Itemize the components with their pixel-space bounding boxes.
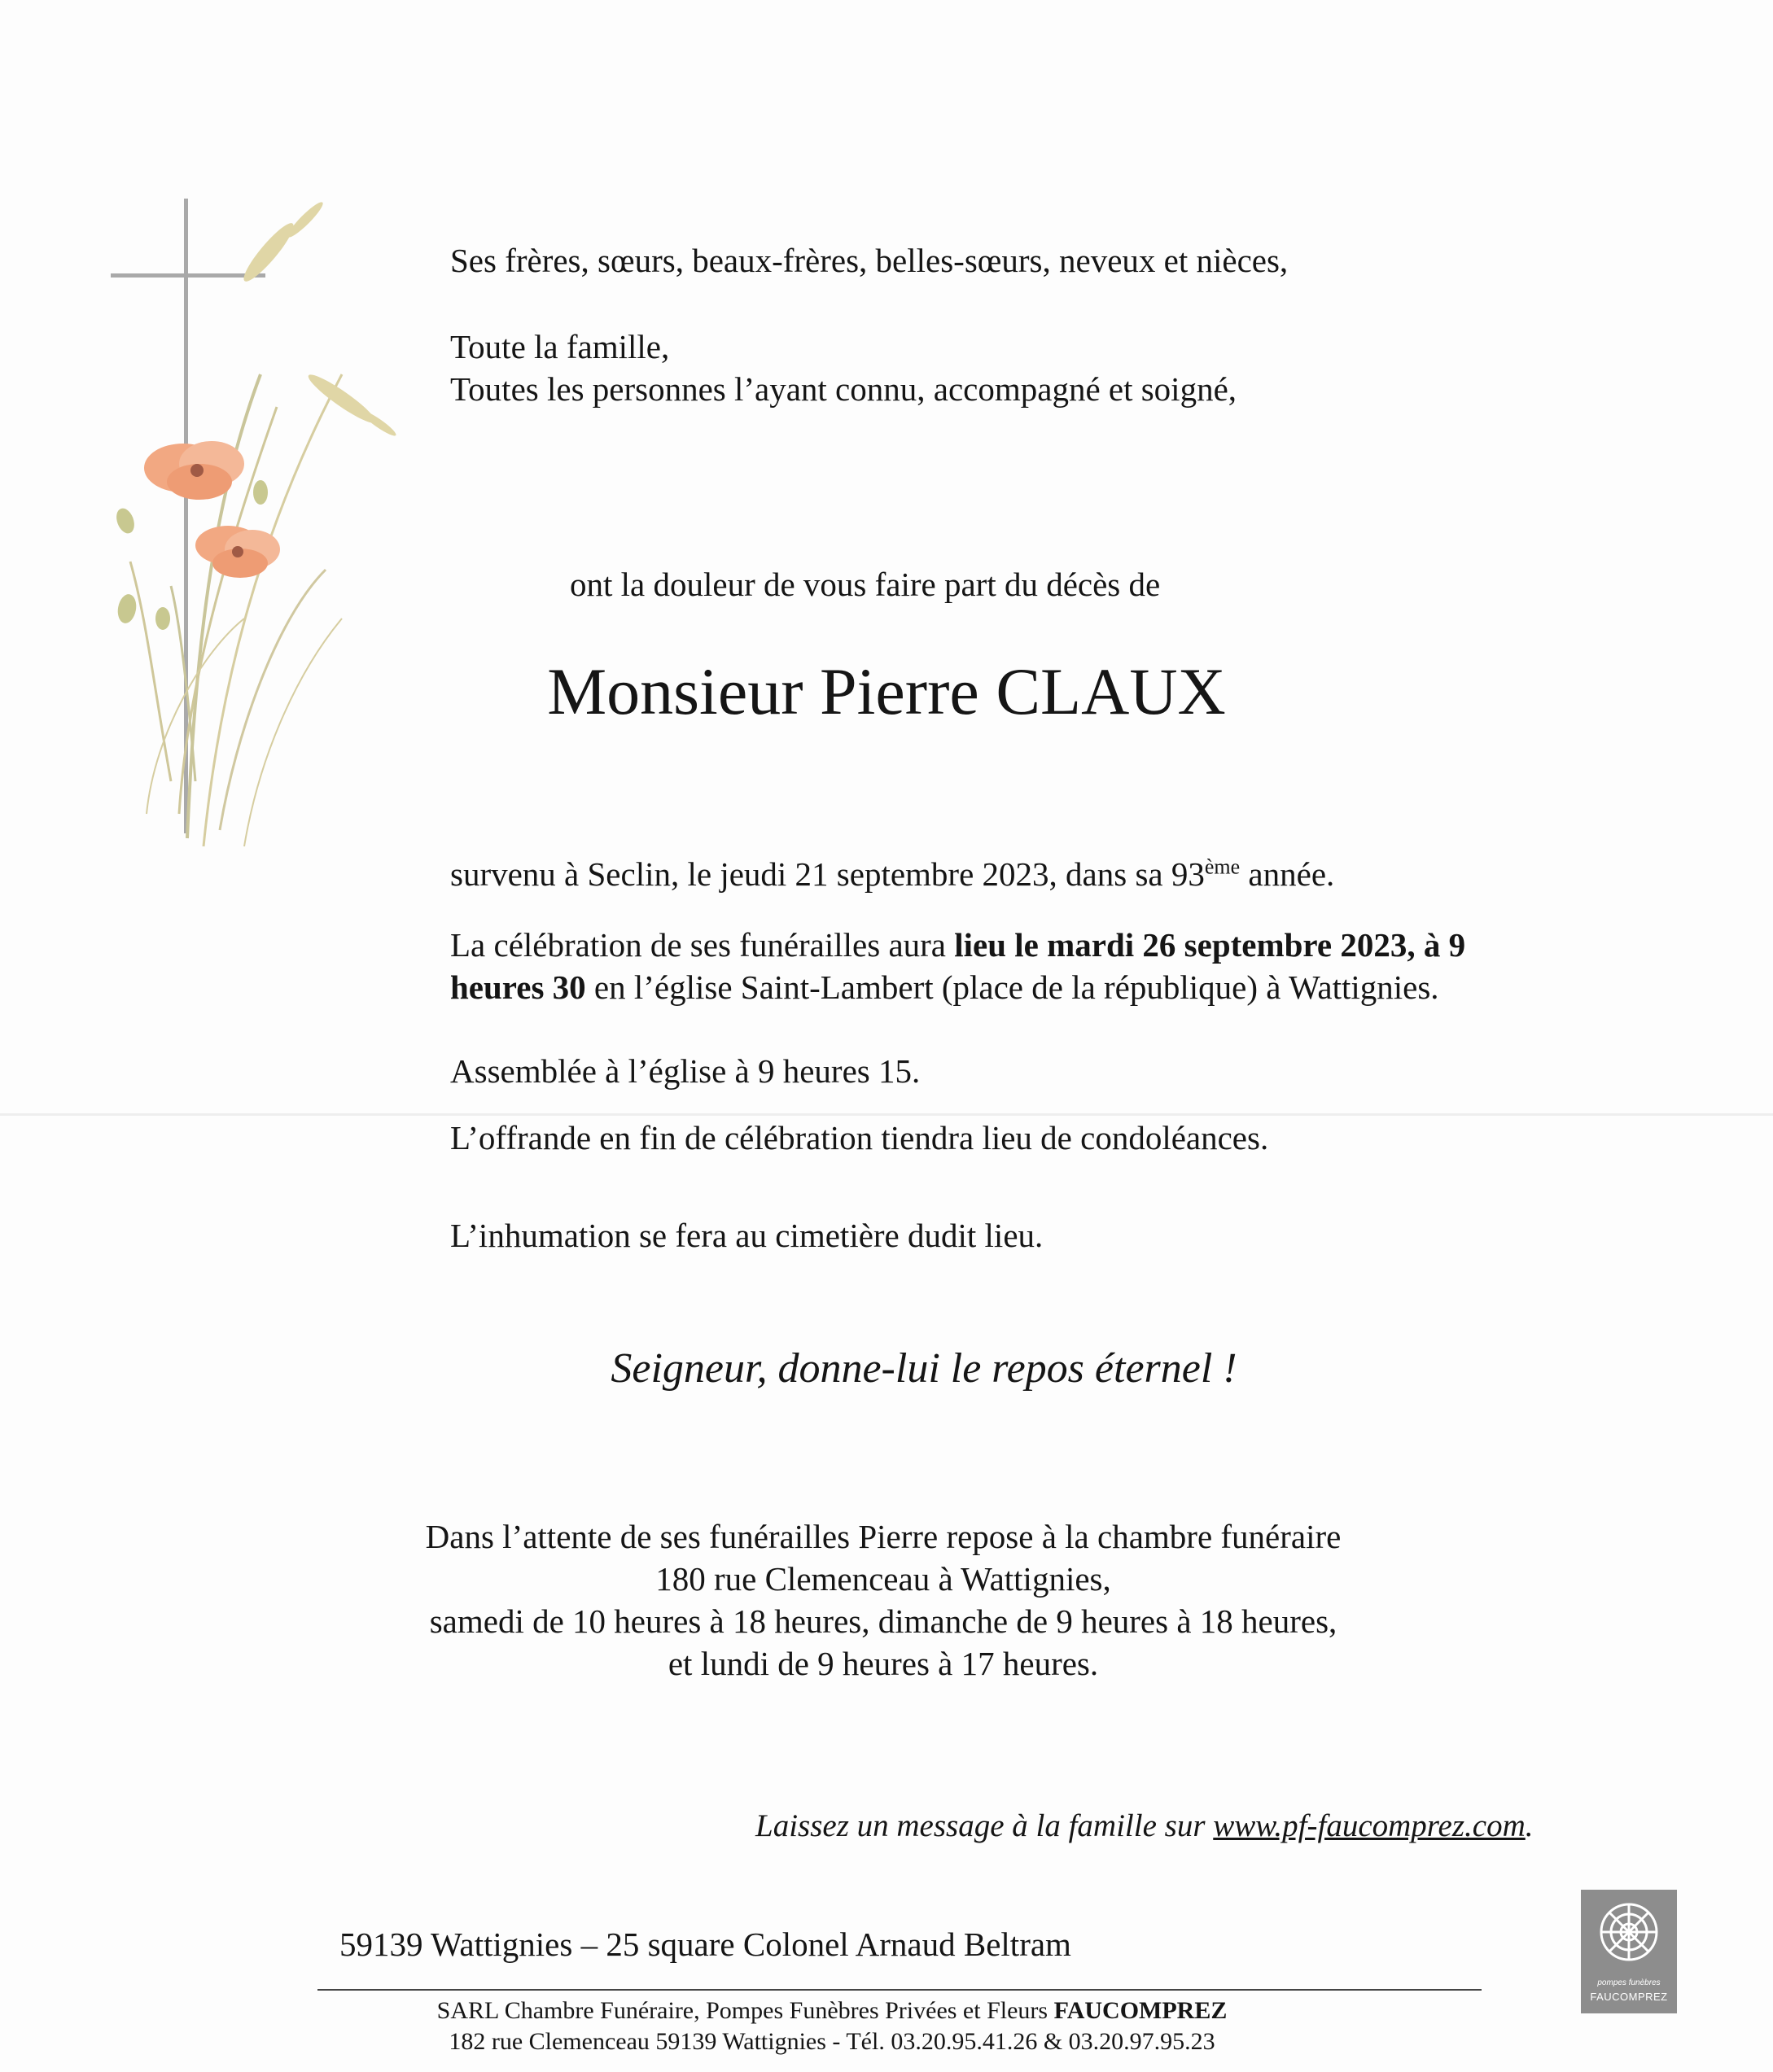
- family-line-2: Toute la famille,: [450, 328, 670, 365]
- deceased-name: Monsieur Pierre CLAUX: [547, 654, 1226, 728]
- viewing-line-2: 180 rue Clemenceau à Wattignies,: [655, 1560, 1111, 1598]
- ceremony-time: heures 30: [450, 968, 586, 1006]
- announcement-text: ont la douleur de vous faire part du décès de: [570, 566, 1161, 603]
- ordinal-suffix: ème: [1204, 855, 1241, 879]
- website-link[interactable]: www.pf-faucomprez.com: [1213, 1808, 1526, 1843]
- death-details: [450, 853, 1334, 895]
- footer-divider: [317, 1989, 1482, 1991]
- footer-contact: 182 rue Clemenceau 59139 Wattignies - Tél. 03.20.95.41.26 & 03.20.97.95.23: [449, 2028, 1215, 2055]
- ceremony-line-2: [450, 966, 1439, 1008]
- message-end: .: [1525, 1808, 1534, 1843]
- death-details-end: année.: [1240, 855, 1335, 893]
- rosette-icon: [1581, 1890, 1677, 1971]
- cross-poppy-illustration: [98, 163, 472, 863]
- burial-text: L’inhumation se fera au cimetière dudit lieu.: [450, 1217, 1044, 1254]
- message-text: Laissez un message à la famille sur: [755, 1808, 1214, 1843]
- family-line-1: Ses frères, sœurs, beaux-frères, belles-sœurs, neveux et nièces,: [450, 242, 1289, 279]
- ceremony-place: en l’église Saint-Lambert (place de la république) à Wattignies.: [585, 968, 1439, 1006]
- family-line-3: Toutes les personnes l’ayant connu, accompagné et soigné,: [450, 370, 1237, 408]
- viewing-line-4: et lundi de 9 heures à 17 heures.: [668, 1645, 1099, 1682]
- ceremony-intro: La célébration de ses funérailles aura: [450, 926, 955, 964]
- branch-address: 59139 Wattignies – 25 square Colonel Arnaud Beltram: [339, 1926, 1071, 1963]
- death-details-text: survenu à Seclin, le jeudi 21 septembre 2023, dans sa 93: [450, 855, 1205, 893]
- footer-company-text: SARL Chambre Funéraire, Pompes Funèbres Privées et Fleurs: [436, 1997, 1054, 2024]
- offering-text: L’offrande en fin de célébration tiendra lieu de condoléances.: [450, 1119, 1269, 1156]
- ceremony-date: lieu le mardi 26 septembre 2023, à 9: [954, 926, 1466, 964]
- footer-company-name: FAUCOMPREZ: [1053, 1997, 1228, 2024]
- paper-fold-line: [0, 1113, 1773, 1116]
- condolence-message: [755, 1805, 1533, 1847]
- footer-company: [0, 1996, 1718, 2026]
- viewing-line-3: samedi de 10 heures à 18 heures, dimanche de 9 heures à 18 heures,: [429, 1602, 1337, 1640]
- ceremony-line-1: [450, 924, 1465, 966]
- prayer-text: Seigneur, donne-lui le repos éternel !: [611, 1345, 1237, 1392]
- logo-name: FAUCOMPREZ: [1590, 1991, 1668, 2003]
- assembly-text: Assemblée à l’église à 9 heures 15.: [450, 1052, 921, 1090]
- logo-tagline: pompes funèbres: [1597, 1978, 1661, 1987]
- faucomprez-logo: [1581, 1890, 1677, 2013]
- viewing-line-1: Dans l’attente de ses funérailles Pierre repose à la chambre funéraire: [425, 1518, 1342, 1555]
